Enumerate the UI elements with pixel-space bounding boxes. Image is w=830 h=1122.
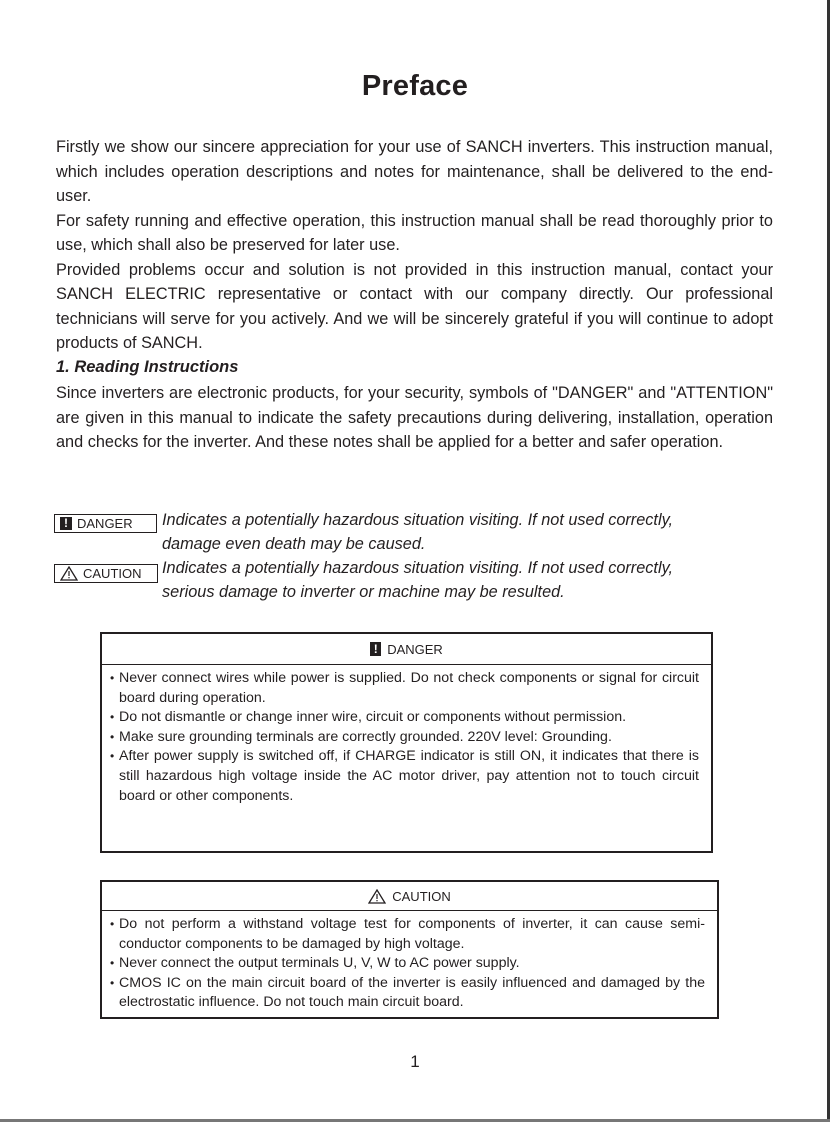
warning-triangle-icon xyxy=(60,566,78,581)
intro-paragraph-1: Firstly we show our sincere appreciation for your use of SANCH inverters. This instruction manual, which includes operation descriptions and notes for maintenance, shall be delivered to the end-user. xyxy=(56,138,773,205)
list-item: • Do not dismantle or change inner wire, circuit or components without permission. xyxy=(110,708,699,728)
danger-notice-title: DANGER xyxy=(387,641,443,657)
danger-badge-label: DANGER xyxy=(77,516,133,531)
caution-legend-line-2: serious damage to inverter or machine may be resulted. xyxy=(162,583,565,601)
list-item: • Do not perform a withstand voltage test for components of inverter, it can cause semi-conductor components to be damaged by high voltage. xyxy=(110,915,705,954)
list-item: • After power supply is switched off, if CHARGE indicator is still ON, it indicates that there is still hazardous high voltage inside the AC motor driver, pay attention not to touch circuit board or other components. xyxy=(110,747,699,806)
danger-notice-box xyxy=(100,632,713,853)
page-title: Preface xyxy=(361,70,469,102)
intro-paragraph-3: Provided problems occur and solution is not provided in this instruction manual, contact your SANCH ELECTRIC representative or contact with our company directly. Our professional technicians will serve for you actively. And we will be sincerely grateful if you will continue to adopt products of SANCH. xyxy=(56,260,773,352)
list-item: • Make sure grounding terminals are correctly grounded. 220V level: Grounding. xyxy=(110,728,699,748)
page-number: 1 xyxy=(410,1052,420,1071)
caution-legend-text xyxy=(162,556,673,604)
caution-legend-line-1: Indicates a potentially hazardous situation visiting. If not used correctly, xyxy=(162,559,674,577)
caution-badge xyxy=(54,564,158,583)
danger-notice-list xyxy=(102,665,711,812)
intro-paragraph-2: For safety running and effective operation, this instruction manual shall be read thoroughly prior to use, which shall also be preserved for later use. xyxy=(56,211,773,254)
reading-instructions-section xyxy=(56,381,773,455)
caution-notice-box xyxy=(100,880,719,1019)
caution-notice-list xyxy=(102,911,717,1019)
list-item: • Never connect the output terminals U, V, W to AC power supply. xyxy=(110,954,705,974)
exclamation-icon: ! xyxy=(60,517,72,530)
caution-badge-label: CAUTION xyxy=(83,566,142,581)
list-item: • Never connect wires while power is supplied. Do not check components or signal for circuit board during operation. xyxy=(110,669,699,708)
caution-notice-header xyxy=(102,882,717,911)
danger-legend-line-2: damage even death may be caused. xyxy=(162,535,426,553)
danger-badge xyxy=(54,514,157,533)
danger-legend-line-1: Indicates a potentially hazardous situation visiting. If not used correctly, xyxy=(162,511,674,529)
danger-notice-header xyxy=(102,634,711,665)
section-heading-reading-instructions: 1. Reading Instructions xyxy=(56,358,239,376)
reading-instructions-body: Since inverters are electronic products, for your security, symbols of "DANGER" and "ATTENTION" are given in this manual to indicate the safety precautions during delivering, installation, operation and checks for the inverter. And these notes shall be applied for a better and safer operation. xyxy=(56,384,773,451)
exclamation-icon: ! xyxy=(370,642,381,656)
danger-legend-text xyxy=(162,508,673,556)
intro-section xyxy=(56,135,773,356)
list-item: • CMOS IC on the main circuit board of the inverter is easily influenced and damaged by the electrostatic influence. Do not touch main circuit board. xyxy=(110,974,705,1013)
caution-notice-title: CAUTION xyxy=(392,888,451,904)
warning-triangle-icon xyxy=(368,889,386,904)
